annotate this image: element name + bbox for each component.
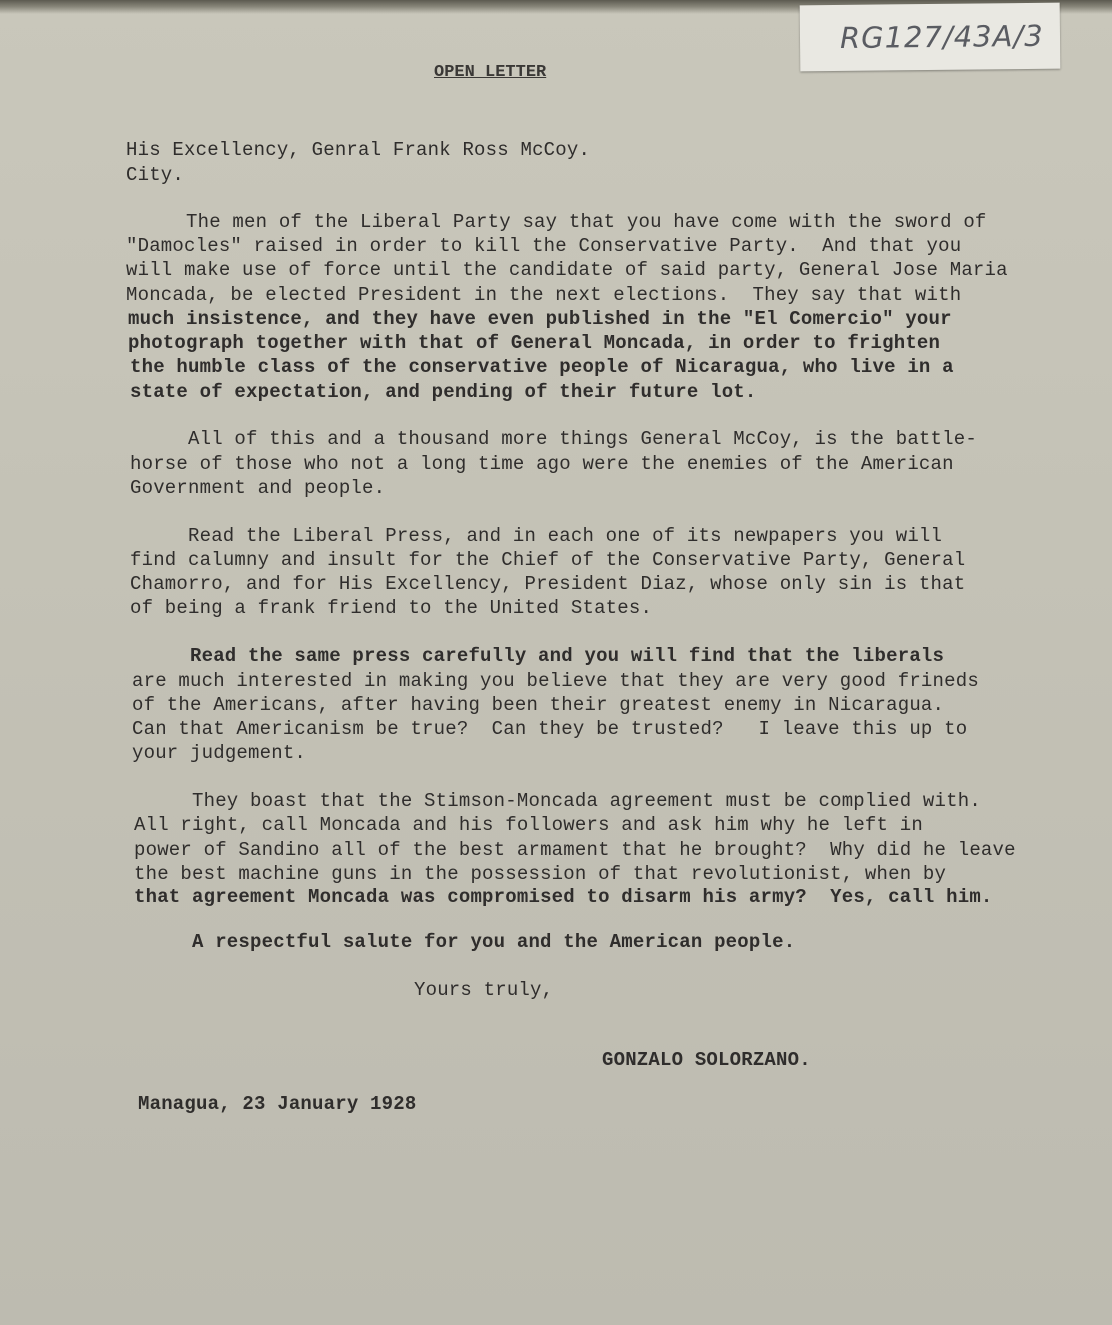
salutation: A respectful salute for you and the American people. [192,931,796,953]
paragraph-4-line: Read the same press carefully and you will find that the liberals [190,645,945,667]
paragraph-4-line: your judgement. [132,742,307,764]
paragraph-1-line: the humble class of the conservative people of Nicaragua, who live in a [130,356,954,378]
paragraph-1-line: state of expectation, and pending of their future lot. [130,381,757,403]
archive-reference-label [800,3,1061,72]
paragraph-5-line: that agreement Moncada was compromised to disarm his army? Yes, call him. [134,886,993,908]
archive-reference-text: RG127/43A/3 [839,18,1044,55]
paragraph-2-line: horse of those who not a long time ago were the enemies of the American [130,453,954,475]
paragraph-1-line: will make use of force until the candidate of said party, General Jose Maria [126,259,1008,281]
paragraph-5-line: All right, call Moncada and his followers and ask him why he left in [134,814,923,836]
signature: GONZALO SOLORZANO. [602,1049,811,1071]
paragraph-5-line: the best machine guns in the possession of that revolutionist, when by [134,863,947,885]
paragraph-2-line: All of this and a thousand more things General McCoy, is the battle- [188,428,977,450]
paragraph-5-line: They boast that the Stimson-Moncada agreement must be complied with. [192,790,981,812]
paragraph-5-line: power of Sandino all of the best armament that he brought? Why did he leave [134,839,1016,861]
paragraph-4-line: Can that Americanism be true? Can they be trusted? I leave this up to [132,718,968,740]
paragraph-3-line: of being a frank friend to the United States. [130,597,653,619]
addressee-line: His Excellency, Genral Frank Ross McCoy. [126,139,591,161]
paragraph-1-line: Moncada, be elected President in the next elections. They say that with [126,284,962,306]
paragraph-4-line: are much interested in making you believe that they are very good frineds [132,670,979,692]
paragraph-3-line: Chamorro, and for His Excellency, President Diaz, whose only sin is that [130,573,966,595]
paragraph-3-line: Read the Liberal Press, and in each one of its newpapers you will [188,525,943,547]
paragraph-1-line: The men of the Liberal Party say that you have come with the sword of [186,211,987,233]
addressee-line: City. [126,164,185,186]
closing: Yours truly, [414,979,554,1001]
place-date: Managua, 23 January 1928 [138,1093,417,1115]
paragraph-3-line: find calumny and insult for the Chief of the Conservative Party, General [130,549,966,571]
paragraph-1-line: "Damocles" raised in order to kill the Conservative Party. And that you [126,235,962,257]
letter-title: OPEN LETTER [434,63,547,82]
paragraph-1-line: much insistence, and they have even published in the "El Comercio" your [128,308,952,330]
paragraph-2-line: Government and people. [130,477,386,499]
paragraph-1-line: photograph together with that of General Moncada, in order to frighten [128,332,941,354]
paragraph-4-line: of the Americans, after having been their greatest enemy in Nicaragua. [132,694,945,716]
